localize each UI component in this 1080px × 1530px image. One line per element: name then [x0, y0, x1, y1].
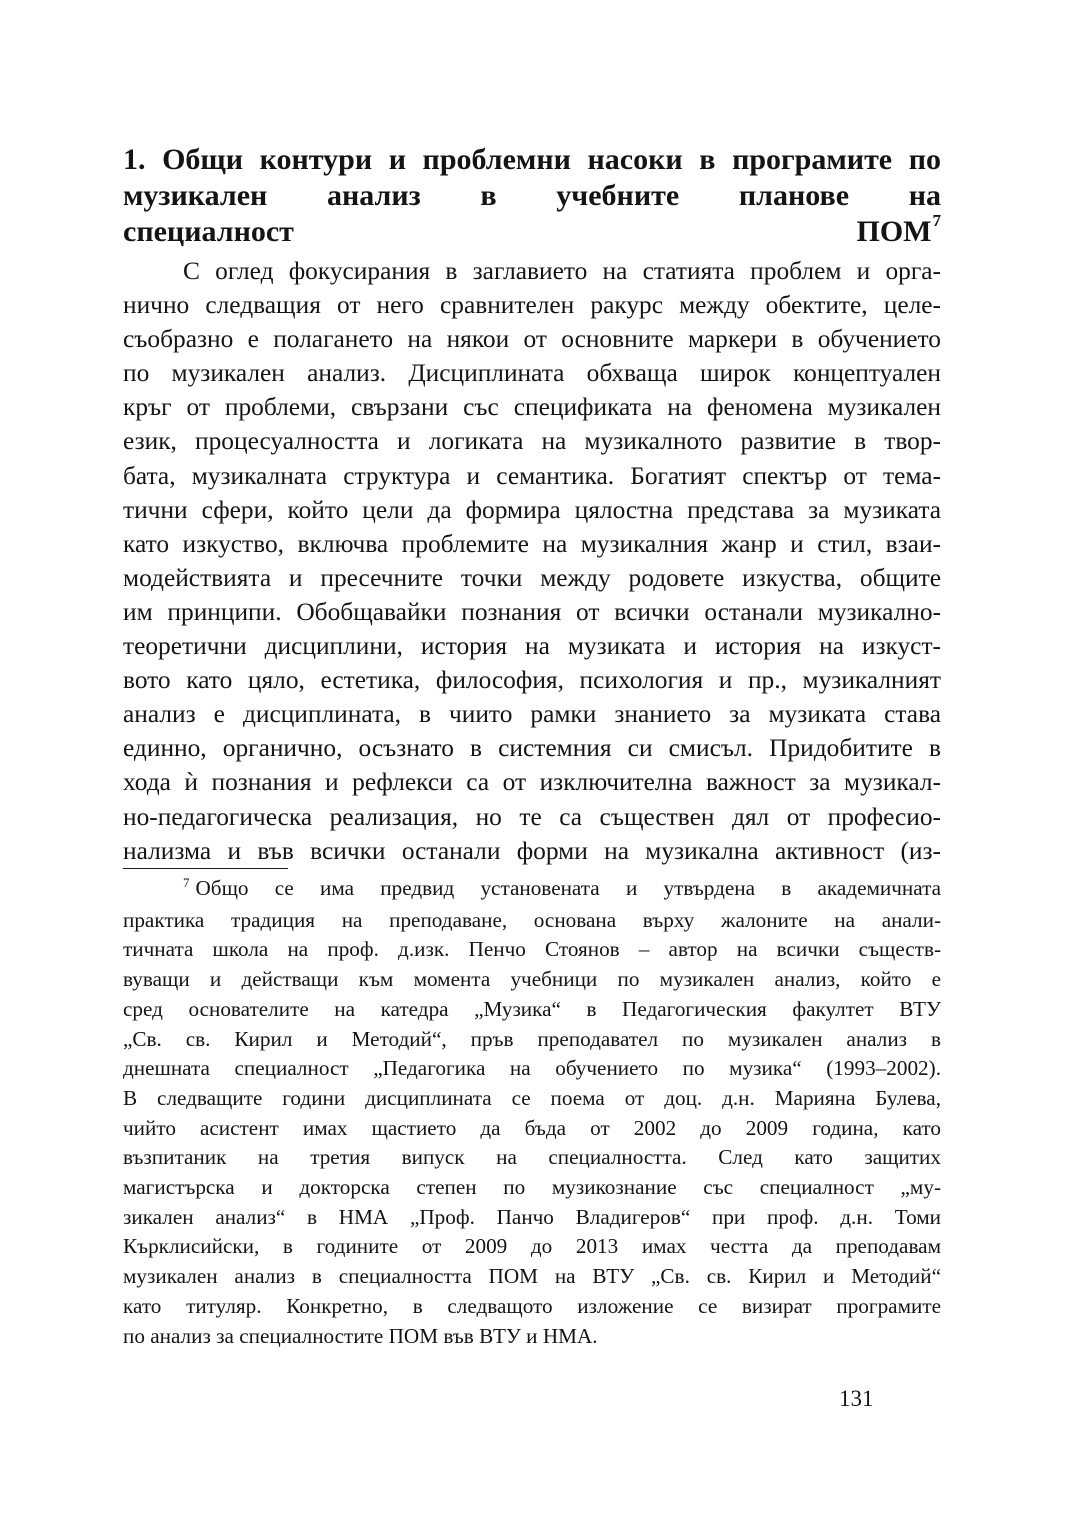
body-line: език, процесуалността и логиката на музикалното развитие в твор-: [123, 427, 941, 456]
body-line: единно, органично, осъзнато в системния си смисъл. Придобитите в: [123, 734, 941, 763]
footnote-line: В следващите години дисциплината се поема от доц. д.н. Марияна Булева,: [123, 1085, 941, 1110]
footnote-line: „Св. св. Кирил и Методий“, пръв преподавател по музикален анализ в: [123, 1026, 941, 1051]
footnote-line-text: Общо се има предвид установената и утвърдена в академичната: [195, 876, 941, 900]
body-line: им принципи. Обобщавайки познания от всички останали музикално-: [123, 597, 941, 626]
footnote-divider: [123, 868, 288, 869]
section-heading: [123, 142, 941, 250]
body-line: съобразно е полагането на някои от основните маркери в обучението: [123, 325, 941, 354]
body-paragraph: [123, 254, 941, 868]
document-page: [123, 0, 941, 1530]
footnote-line: чийто асистент имах щастието да бъда от 2002 до 2009 година, като: [123, 1115, 941, 1140]
footnote-line: музикален анализ в специалността ПОМ на ВТУ „Св. св. Кирил и Методий“: [123, 1264, 941, 1289]
heading-line: 1. Общи контури и проблемни насоки в програмите по: [123, 143, 941, 176]
footnote-line: като титуляр. Конкретно, в следващото изложение се визират програмите: [123, 1293, 941, 1318]
body-line: модействията и пресечните точки между родовете изкуства, общите: [123, 563, 941, 592]
body-line: хода ѝ познания и рефлекси са от изключителна важност за музикал-: [123, 768, 941, 797]
body-line: С оглед фокусирания в заглавието на статията проблем и орга-: [183, 257, 941, 285]
heading-line-last: [123, 211, 941, 250]
footnote-line: магистърска и докторска степен по музикознание със специалност „му-: [123, 1175, 941, 1200]
footnote-line: вуващи и действащи към момента учебници по музикален анализ, който е: [123, 967, 941, 992]
heading-line: музикален анализ в учебните планове на: [123, 179, 941, 212]
footnote-line: възпитаник на третия випуск на специалността. След като защитих: [123, 1145, 941, 1170]
footnote-marker: 7: [183, 875, 190, 890]
footnote-line: Кърклисийски, в годините от 2009 до 2013 имах честта да преподавам: [123, 1234, 941, 1259]
footnote-line: тичната школа на проф. д.изк. Пенчо Стоянов – автор на всички съществ-: [123, 937, 941, 962]
body-line: кръг от проблеми, свързани със спецификата на феномена музикален: [123, 393, 941, 422]
footnote-reference[interactable]: 7: [932, 211, 941, 230]
body-line: нично следващия от него сравнителен ракурс между обектите, целе-: [123, 291, 941, 320]
heading-line-text: специалност ПОМ: [123, 215, 932, 248]
footnote: [123, 874, 941, 1351]
footnote-line: сред основателите на катедра „Музика“ в Педагогическия факултет ВТУ: [123, 996, 941, 1021]
footnote-line: [123, 874, 941, 906]
body-line: тични сфери, който цели да формира цялостна представа за музиката: [123, 495, 941, 524]
body-line: като изкуство, включва проблемите на музикалния жанр и стил, взаи-: [123, 529, 941, 558]
body-line: нализма и във всички останали форми на музикална активност (из-: [123, 836, 941, 865]
body-line: вото като цяло, естетика, философия, психология и пр., музикалният: [123, 666, 941, 695]
footnote-line: днешната специалност „Педагогика на обучението по музика“ (1993–2002).: [123, 1056, 941, 1081]
body-line: теоретични дисциплини, история на музиката и история на изкуст-: [123, 632, 941, 661]
body-line: по музикален анализ. Дисциплината обхваща широк концептуален: [123, 359, 941, 388]
footnote-line: практика традиция на преподаване, основана върху жалоните на анали-: [123, 907, 941, 932]
page-number: 131: [839, 1386, 874, 1411]
footnote-line: по анализ за специалностите ПОМ във ВТУ и НМА.: [123, 1323, 598, 1348]
body-line: анализ е дисциплината, в чиито рамки знанието за музиката става: [123, 700, 941, 729]
body-line: но-педагогическа реализация, но те са съществен дял от професио-: [123, 802, 941, 831]
footnote-line: зикален анализ“ в НМА „Проф. Панчо Владигеров“ при проф. д.н. Томи: [123, 1204, 941, 1229]
body-line: бата, музикалната структура и семантика. Богатият спектър от тема-: [123, 461, 941, 490]
